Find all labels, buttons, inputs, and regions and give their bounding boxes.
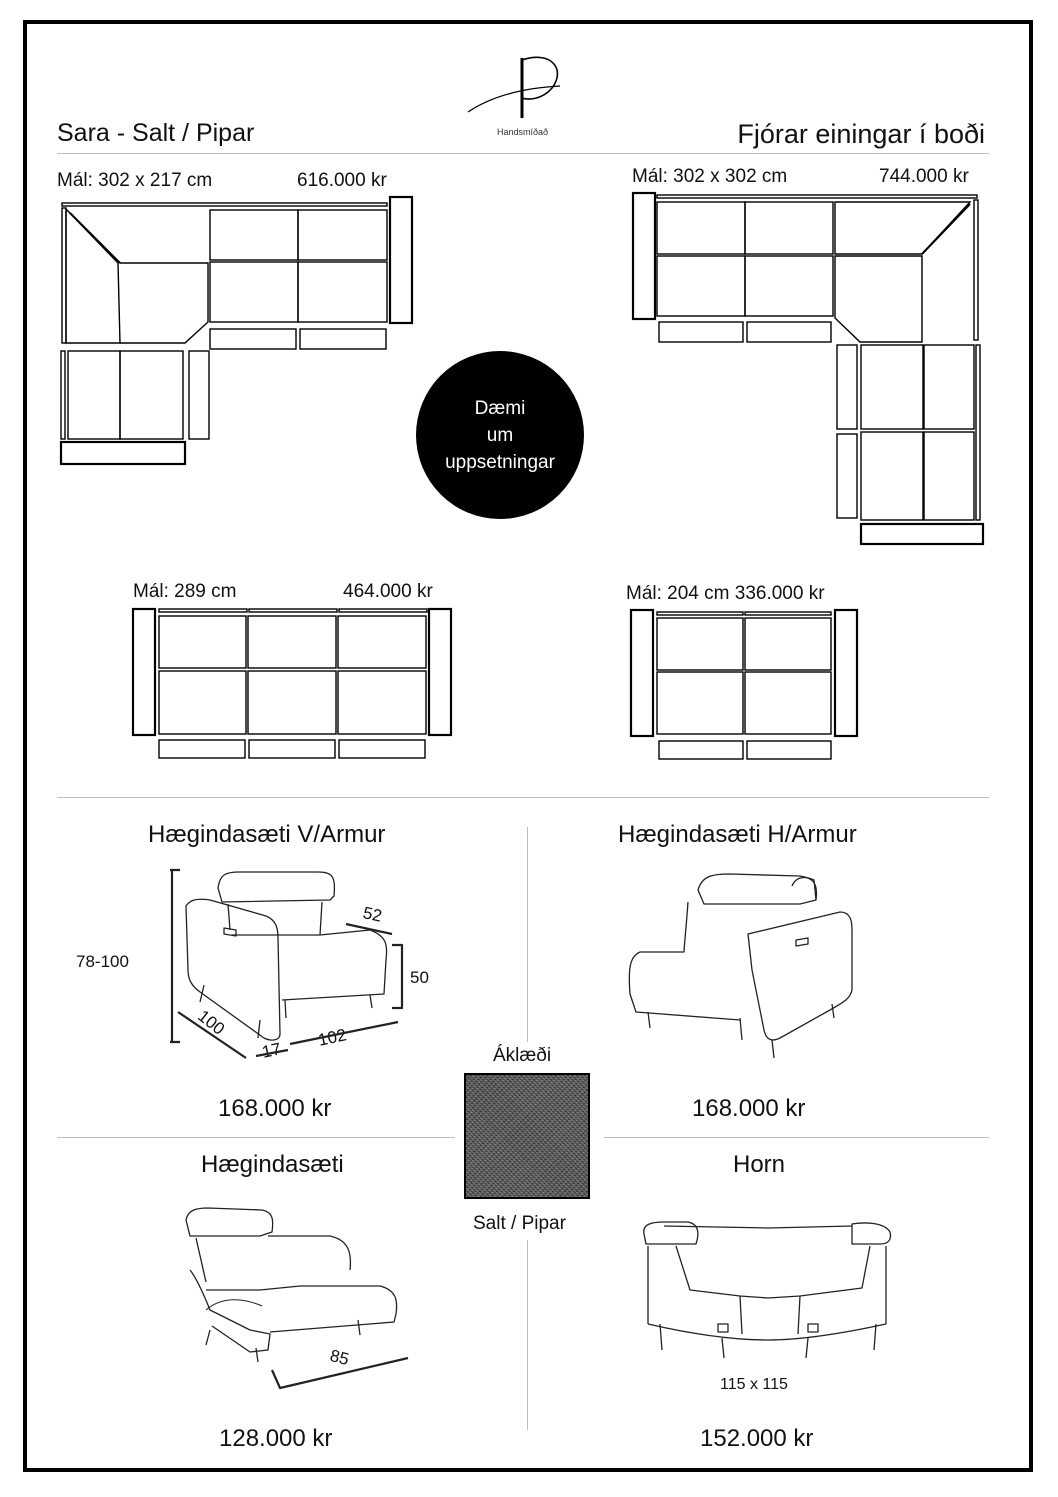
dim-height: 78-100 <box>76 952 129 971</box>
vertical-divider-bottom <box>527 1240 528 1430</box>
dim-corner-size: 115 x 115 <box>720 1376 788 1393</box>
badge-line-1: Dæmi <box>474 397 526 419</box>
badge-line-2: um <box>486 424 514 446</box>
unit-3-price: 128.000 kr <box>219 1425 333 1452</box>
layout-1-price: 616.000 kr <box>297 170 387 191</box>
unit-4-price: 152.000 kr <box>700 1425 814 1452</box>
dim-seat: 52 <box>361 903 384 926</box>
example-setups-badge <box>416 351 584 519</box>
layout-3-price: 464.000 kr <box>343 581 433 602</box>
dim-seat-height: 50 <box>410 968 429 987</box>
fabric-swatch <box>464 1073 590 1199</box>
fabric-label: Áklæði <box>493 1045 552 1066</box>
row-divider-left <box>57 1137 455 1138</box>
badge-line-3: uppsetningar <box>445 451 555 473</box>
unit-2-title: Hægindasæti H/Armur <box>618 821 857 848</box>
layout-2-dims: Mál: 302 x 302 cm <box>632 166 788 187</box>
fabric-name: Salt / Pipar <box>473 1213 566 1234</box>
unit-1-price: 168.000 kr <box>218 1095 332 1122</box>
dim-arm: 17 <box>260 1039 283 1062</box>
page-subtitle: Fjórar einingar í boði <box>737 119 985 149</box>
row-divider-right <box>604 1137 989 1138</box>
unit-1-title: Hægindasæti V/Armur <box>148 821 386 848</box>
section-divider <box>57 797 989 798</box>
layout-3-dims: Mál: 289 cm <box>133 581 237 602</box>
unit-3-title: Hægindasæti <box>201 1151 344 1178</box>
layout-2-price: 744.000 kr <box>879 166 969 187</box>
page-title: Sara - Salt / Pipar <box>57 119 255 147</box>
header-divider <box>57 153 989 154</box>
brand-tagline: Handsmíðað <box>497 127 549 137</box>
unit-4-title: Horn <box>733 1151 786 1178</box>
dim-armless-width: 85 <box>327 1345 351 1370</box>
vertical-divider-top <box>527 827 528 1042</box>
layout-1-dims: Mál: 302 x 217 cm <box>57 170 213 191</box>
page-frame <box>23 20 1033 1472</box>
unit-2-price: 168.000 kr <box>692 1095 806 1122</box>
dim-width: 102 <box>316 1025 349 1050</box>
layout-4-dims: Mál: 204 cm 336.000 kr <box>626 583 825 604</box>
dim-depth: 100 <box>194 1006 229 1039</box>
